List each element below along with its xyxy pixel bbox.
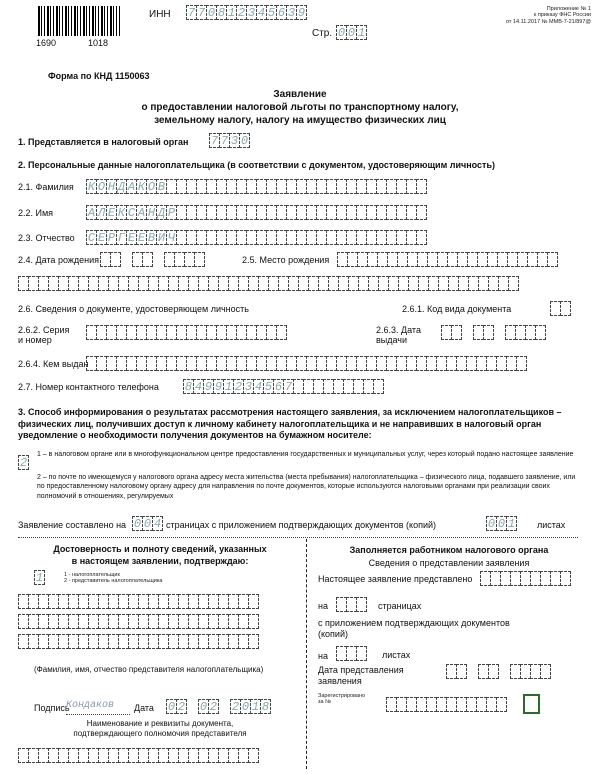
representative-fio-line2[interactable] [18, 614, 258, 629]
page-label: Стр. [312, 28, 333, 39]
received-pages-field[interactable] [336, 597, 366, 612]
pages-word: страницах [378, 601, 422, 611]
pages-suffix: листах [537, 520, 566, 530]
char-cell: 0 [167, 699, 176, 714]
char-cell: 0 [143, 516, 152, 531]
receipt-date-label: Дата представления заявления [318, 665, 404, 686]
char-cell [535, 325, 546, 340]
char-cell: 2 [177, 699, 186, 714]
char-cell: 7 [197, 5, 206, 20]
auth-doc-field[interactable] [18, 748, 258, 763]
char-cell: Е [127, 230, 136, 245]
submitted-label: Настоящее заявление представлено [318, 574, 473, 584]
char-cell: 8 [217, 5, 226, 20]
char-cell: А [127, 179, 136, 194]
char-cell: К [87, 179, 96, 194]
birth-date-field[interactable] [100, 252, 204, 267]
char-cell: 1 [224, 379, 233, 394]
sheets-label: листах [382, 650, 411, 660]
char-cell: 0 [133, 516, 142, 531]
inform-method-field[interactable] [18, 455, 28, 470]
barcode-number-left: 1690 [36, 38, 57, 48]
char-cell [451, 325, 462, 340]
option-2-text: 2 – по почте по имеющемуся у налогового органа адресу места жительства (места пребывания) налогоплательщика – физического лица, подавшего заявление, или по предоставленному налоговому органу адресу для направления по почте документов, которые используются налоговыми органами при реализации своих полномочий в отношениях, регулируемых [37, 474, 576, 500]
s2-label: 2. Персональные данные налогоплательщика (в соответствии с документом, удостоверяющим личность) [18, 160, 495, 170]
registration-number-field[interactable] [386, 697, 506, 712]
form-title: Заявление о предоставлении налоговой льготы по транспортному налогу, земельному налогу, налогу на имущество физических лиц [141, 89, 459, 126]
char-cell: 7 [210, 133, 219, 148]
char-cell: 4 [153, 516, 162, 531]
registered-label: Зарегистрировано за № [318, 693, 366, 706]
patronymic-label: 2.3. Отчество [18, 233, 75, 243]
char-cell: 3 [230, 133, 239, 148]
series-number-field[interactable] [86, 325, 286, 340]
representative-fio-line3[interactable] [18, 634, 258, 649]
char-cell: 6 [274, 379, 283, 394]
char-cell: О [97, 179, 106, 194]
name-label: 2.2. Имя [18, 208, 54, 218]
char-cell [276, 325, 287, 340]
char-cell: 2 [237, 5, 246, 20]
char-cell [560, 571, 571, 586]
char-cell: А [87, 205, 96, 220]
char-cell: 7 [284, 379, 293, 394]
date-label: Дата [134, 703, 154, 713]
char-cell: С [127, 205, 136, 220]
char-cell [356, 646, 367, 661]
char-cell [540, 664, 551, 679]
char-cell: 6 [277, 5, 286, 20]
char-cell: 2 [234, 379, 243, 394]
column-divider [306, 539, 307, 769]
signature-label: Подпись [34, 703, 70, 713]
char-cell [356, 597, 367, 612]
char-cell: 5 [267, 5, 276, 20]
inn-label: ИНН [149, 9, 171, 20]
char-cell: 3 [247, 5, 256, 20]
char-cell: 5 [264, 379, 273, 394]
char-cell [560, 301, 571, 316]
char-cell [516, 356, 527, 371]
char-cell: 1 [227, 5, 236, 20]
char-cell [483, 325, 494, 340]
char-cell: Н [107, 179, 116, 194]
pages-middle: страницах с приложением подтверждающих документов (копий) [166, 520, 437, 530]
char-cell [547, 252, 558, 267]
birth-date-label: 2.4. Дата рождения [18, 255, 99, 265]
char-cell: 0 [207, 5, 216, 20]
surname-label: 2.1. Фамилия [18, 182, 74, 192]
char-cell: 1 [357, 25, 366, 40]
s1-label: 1. Представляется в налоговый орган [18, 137, 189, 147]
barcode [38, 6, 120, 36]
birthplace-field-line2[interactable] [18, 276, 518, 291]
option-1-text: 1 – в налоговом органе или в многофункциональном центре предоставления государственных и муниципальных услуг, через который подано настоящее заявление [37, 451, 574, 458]
char-cell: Л [97, 205, 106, 220]
char-cell: С [87, 230, 96, 245]
char-cell: 1 [507, 516, 516, 531]
char-cell [456, 664, 467, 679]
char-cell: Е [107, 205, 116, 220]
char-cell: К [117, 205, 126, 220]
section-divider [18, 537, 578, 538]
first-name-field[interactable] [86, 205, 426, 220]
char-cell [488, 664, 499, 679]
with-docs-label: с приложением подтверждающих документов (копий) [318, 618, 510, 639]
char-cell [248, 594, 259, 609]
char-cell [110, 252, 121, 267]
char-cell: А [137, 205, 146, 220]
received-sheets-field[interactable] [336, 646, 366, 661]
appendix-note: Приложение № 1 к приказу ФНС России от 14.11.2017 № ММВ-7-21/897@ [505, 6, 591, 25]
issued-by-label: 2.6.4. Кем выдан [18, 359, 89, 369]
char-cell [508, 276, 519, 291]
char-cell: 8 [184, 379, 193, 394]
signer-type-field[interactable] [34, 570, 44, 585]
char-cell: 0 [241, 699, 250, 714]
doc-code-field[interactable] [550, 301, 570, 316]
char-cell: 7 [187, 5, 196, 20]
char-cell: 0 [497, 516, 506, 531]
on-label: на [318, 601, 328, 611]
char-cell [416, 205, 427, 220]
barcode-number-right: 1018 [88, 38, 109, 48]
tax-authority-code-field[interactable] [209, 133, 249, 148]
pages-prefix: Заявление составлено на [18, 520, 127, 530]
doc-code-label: 2.6.1. Код вида документа [402, 304, 512, 314]
issued-by-field[interactable] [86, 356, 526, 371]
corner-marker-icon [523, 694, 540, 714]
submitted-code-field[interactable] [480, 571, 570, 586]
id-doc-label: 2.6. Сведения о документе, удостоверяющем личность [18, 304, 249, 314]
char-cell [416, 230, 427, 245]
birthplace-field[interactable] [337, 252, 557, 267]
char-cell [248, 748, 259, 763]
char-cell: 0 [240, 133, 249, 148]
char-cell: 3 [287, 5, 296, 20]
inn-field[interactable] [186, 5, 306, 20]
char-cell: 2 [209, 699, 218, 714]
char-cell: Д [117, 179, 126, 194]
char-cell: 2 [19, 455, 28, 470]
receipt-date-field[interactable] [446, 664, 550, 679]
char-cell: Ч [167, 230, 176, 245]
char-cell [416, 179, 427, 194]
pages-count-field[interactable] [132, 516, 162, 531]
char-cell: Р [167, 205, 176, 220]
char-cell: Н [147, 205, 156, 220]
char-cell: 2 [231, 699, 240, 714]
char-cell [373, 379, 384, 394]
left-title: Достоверность и полноту сведений, указанных в настоящем заявлении, подтверждаю: [53, 544, 267, 566]
char-cell: Е [137, 230, 146, 245]
char-cell: К [137, 179, 146, 194]
signer-options: 1 - налогоплательщик 2 - представитель налогоплательщика [64, 572, 163, 585]
char-cell: В [157, 179, 166, 194]
char-cell: 4 [254, 379, 263, 394]
birthplace-label: 2.5. Место рождения [242, 255, 330, 265]
char-cell: 4 [257, 5, 266, 20]
char-cell: В [147, 230, 156, 245]
s3-label: 3. Способ информирования о результатах рассмотрения настоящего заявления, за исключением налогоплательщиков – физических лиц, получивших доступ к личному кабинету налогоплательщика и не направивших в налоговый орган уведомление о необходимости получения документов на бумажном носителе: [18, 407, 562, 441]
char-cell: 1 [251, 699, 260, 714]
char-cell [248, 614, 259, 629]
copies-count-field[interactable] [486, 516, 516, 531]
right-title: Заполняется работником налогового органа [349, 545, 549, 555]
auth-doc-caption: Наименование и реквизиты документа, подтверждающего полномочия представителя [73, 719, 247, 739]
char-cell: Е [97, 230, 106, 245]
patronymic-field[interactable] [86, 230, 426, 245]
signature-value[interactable]: Кондаков [66, 700, 130, 715]
phone-label: 2.7. Номер контактного телефона [18, 382, 159, 392]
char-cell: 3 [244, 379, 253, 394]
char-cell [142, 252, 153, 267]
signature-date-field[interactable] [166, 699, 270, 714]
char-cell: 7 [220, 133, 229, 148]
page-number-field[interactable] [336, 25, 366, 40]
char-cell: Г [117, 230, 126, 245]
char-cell: 0 [337, 25, 346, 40]
char-cell: 9 [214, 379, 223, 394]
char-cell: 9 [204, 379, 213, 394]
char-cell [194, 252, 205, 267]
issue-date-label: 2.6.3. Дата выдачи [376, 325, 421, 345]
form-code: Форма по КНД 1150063 [48, 71, 150, 81]
char-cell: 0 [487, 516, 496, 531]
char-cell: 9 [297, 5, 306, 20]
char-cell [496, 697, 507, 712]
char-cell [248, 634, 259, 649]
phone-field[interactable] [183, 379, 383, 394]
char-cell: О [147, 179, 156, 194]
representative-fio-line1[interactable] [18, 594, 258, 609]
char-cell: Р [107, 230, 116, 245]
char-cell: 8 [261, 699, 270, 714]
char-cell: Д [157, 205, 166, 220]
surname-field[interactable] [86, 179, 426, 194]
char-cell: 4 [194, 379, 203, 394]
fio-caption: (Фамилия, имя, отчество представителя налогоплательщика) [34, 665, 264, 674]
issue-date-field[interactable] [441, 325, 545, 340]
char-cell: И [157, 230, 166, 245]
char-cell: 0 [199, 699, 208, 714]
right-subtitle: Сведения о представлении заявления [368, 558, 530, 568]
char-cell: 0 [347, 25, 356, 40]
on2-label: на [318, 651, 328, 661]
series-label: 2.6.2. Серия и номер [18, 325, 70, 345]
char-cell: 1 [35, 570, 44, 585]
